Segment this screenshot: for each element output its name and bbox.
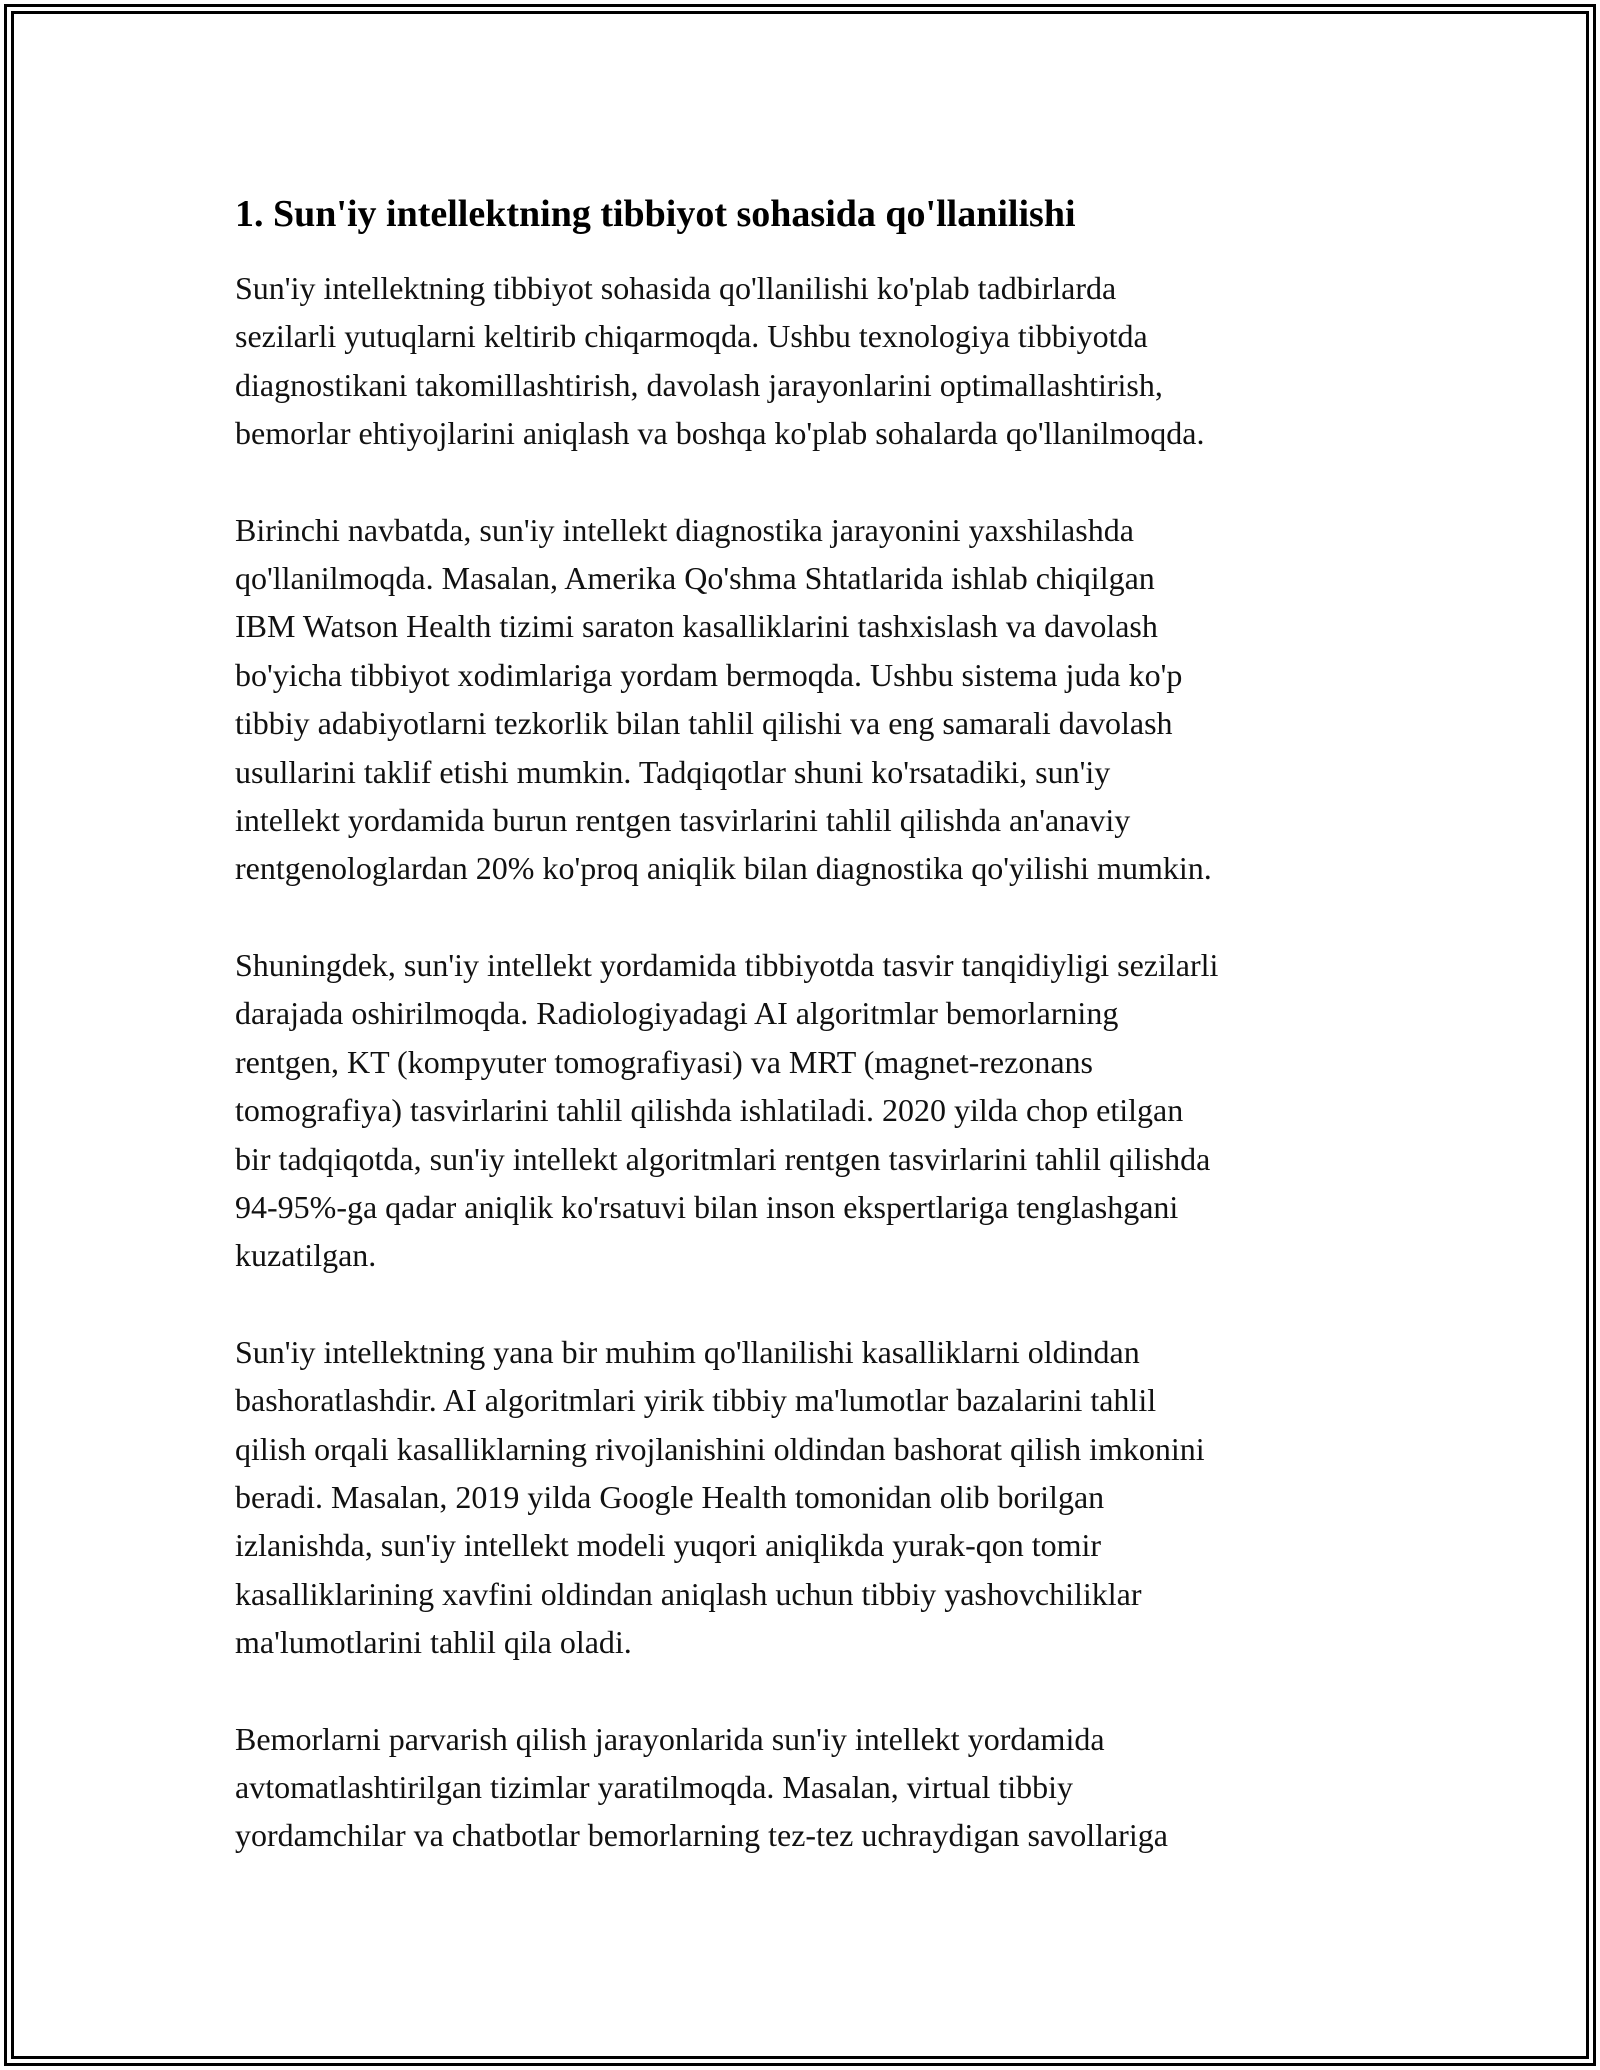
paragraph-1 <box>235 264 1395 458</box>
section-heading: 1. Sun'iy intellektning tibbiyot sohasida qo'llanilishi <box>235 193 1076 235</box>
text-line: bir tadqiqotda, sun'iy intellekt algoritmlari rentgen tasvirlarini tahlil qilishda <box>235 1140 1211 1177</box>
text-line: sezilarli yutuqlarni keltirib chiqarmoqda. Ushbu texnologiya tibbiyotda <box>235 318 1148 355</box>
text-line: rentgen, KT (kompyuter tomografiyasi) va MRT (magnet-rezonans <box>235 1043 1093 1080</box>
text-line: diagnostikani takomillashtirish, davolash jarayonlarini optimallashtirish, <box>235 366 1163 403</box>
text-line: avtomatlashtirilgan tizimlar yaratilmoqda. Masalan, virtual tibbiy <box>235 1768 1073 1805</box>
text-line: beradi. Masalan, 2019 yilda Google Health tomonidan olib borilgan <box>235 1478 1105 1515</box>
text-line: rentgenologlardan 20% ko'proq aniqlik bilan diagnostika qo'yilishi mumkin. <box>235 850 1212 887</box>
text-line: Sun'iy intellektning yana bir muhim qo'llanilishi kasalliklarni oldindan <box>235 1333 1140 1370</box>
text-line: yordamchilar va chatbotlar bemorlarning tez-tez uchraydigan savollariga <box>235 1817 1168 1854</box>
text-line: Bemorlarni parvarish qilish jarayonlarida sun'iy intellekt yordamida <box>235 1720 1105 1757</box>
text-line: Shuningdek, sun'iy intellekt yordamida tibbiyotda tasvir tanqidiyligi sezilarli <box>235 946 1219 983</box>
text-line: 94-95%-ga qadar aniqlik ko'rsatuvi bilan inson ekspertlariga tenglashgani <box>235 1188 1179 1225</box>
paragraph-2 <box>235 506 1395 893</box>
text-line: tomografiya) tasvirlarini tahlil qilishda ishlatiladi. 2020 yilda chop etilgan <box>235 1092 1184 1129</box>
text-line: bashoratlashdir. AI algoritmlari yirik tibbiy ma'lumotlar bazalarini tahlil <box>235 1382 1157 1419</box>
text-line: qo'llanilmoqda. Masalan, Amerika Qo'shma Shtatlarida ishlab chiqilgan <box>235 560 1155 597</box>
paragraph-4 <box>235 1328 1395 1667</box>
text-line: tibbiy adabiyotlarni tezkorlik bilan tahlil qilishi va eng samarali davolash <box>235 705 1173 742</box>
text-line: usullarini taklif etishi mumkin. Tadqiqotlar shuni ko'rsatadiki, sun'iy <box>235 753 1111 790</box>
text-line: kasalliklarining xavfini oldindan aniqlash uchun tibbiy yashovchiliklar <box>235 1575 1142 1612</box>
text-line: ma'lumotlarini tahlil qila oladi. <box>235 1624 632 1661</box>
paragraph-5 <box>235 1715 1395 1860</box>
text-line: kuzatilgan. <box>235 1237 377 1274</box>
text-line: intellekt yordamida burun rentgen tasvirlarini tahlil qilishda an'anaviy <box>235 802 1131 839</box>
text-line: izlanishda, sun'iy intellekt modeli yuqori aniqlikda yurak-qon tomir <box>235 1527 1102 1564</box>
text-line: qilish orqali kasalliklarning rivojlanishini oldindan bashorat qilish imkonini <box>235 1430 1205 1467</box>
text-line: bo'yicha tibbiyot xodimlariga yordam bermoqda. Ushbu sistema juda ko'p <box>235 656 1183 693</box>
text-line: Sun'iy intellektning tibbiyot sohasida qo'llanilishi ko'plab tadbirlarda <box>235 270 1117 306</box>
document-body <box>235 186 1395 1908</box>
text-line: darajada oshirilmoqda. Radiologiyadagi AI algoritmlar bemorlarning <box>235 995 1119 1032</box>
text-line: bemorlar ehtiyojlarini aniqlash va boshqa ko'plab sohalarda qo'llanilmoqda. <box>235 415 1205 452</box>
paragraph-3 <box>235 941 1395 1280</box>
text-line: Birinchi navbatda, sun'iy intellekt diagnostika jarayonini yaxshilashda <box>235 511 1134 548</box>
text-line: IBM Watson Health tizimi saraton kasalliklarini tashxislash va davolash <box>235 608 1158 645</box>
